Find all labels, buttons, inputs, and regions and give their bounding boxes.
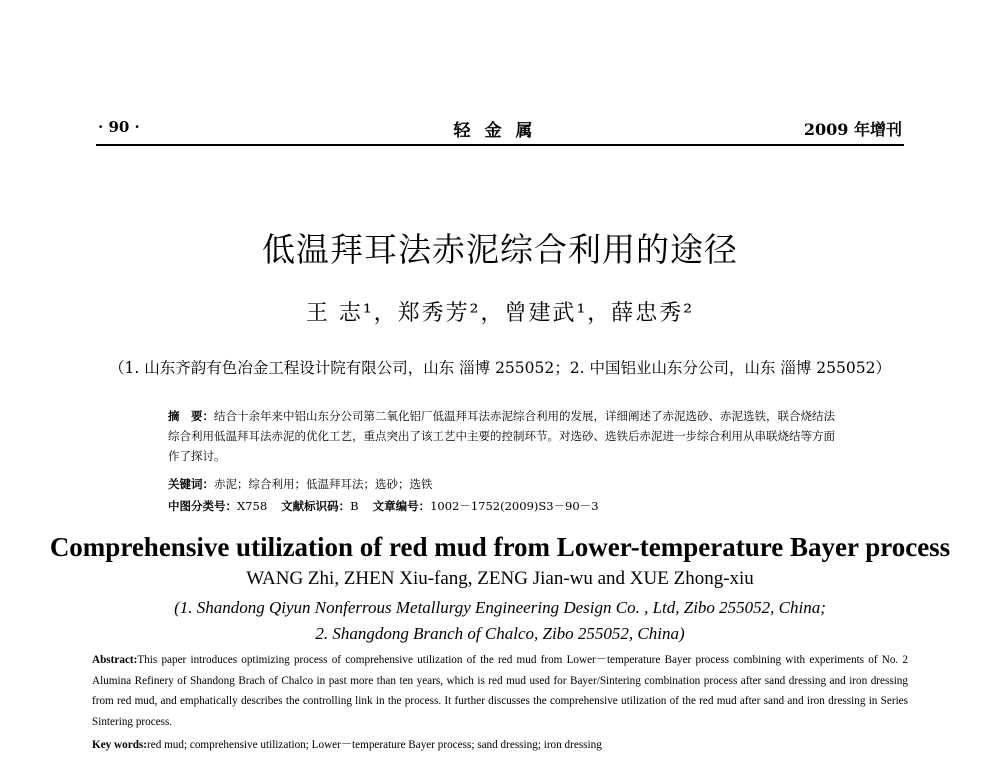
keywords-en-text: red mud; comprehensive utilization; Lower－temperature Bayer process; sand dressing; iron dressing — [147, 739, 602, 751]
title-zh: 低温拜耳法赤泥综合利用的途径 — [262, 230, 738, 269]
doc-code-value: B — [350, 499, 359, 513]
header-rule — [96, 144, 904, 146]
keywords-en-label: Key words: — [92, 739, 147, 751]
keywords-zh-label: 关键词： — [168, 477, 214, 491]
article-no-value: 1002－1752(2009)S3－90－3 — [430, 499, 599, 513]
abstract-zh — [168, 406, 844, 466]
page-number: · 90 · — [98, 118, 140, 136]
keywords-zh — [168, 476, 433, 492]
issue-label: 2009 年增刊 — [803, 120, 902, 139]
doc-code-label: 文献标识码： — [281, 499, 351, 513]
classification-line — [168, 498, 599, 514]
clc-value: X758 — [237, 499, 268, 513]
affiliation-en-1: (1. Shandong Qiyun Nonferrous Metallurgy Engineering Design Co. , Ltd, Zibo 255052, China; — [174, 598, 826, 617]
authors-en: WANG Zhi, ZHEN Xiu-fang, ZENG Jian-wu and XUE Zhong-xiu — [246, 568, 754, 589]
abstract-en — [92, 650, 908, 732]
abstract-zh-label: 摘 要： — [168, 409, 214, 423]
journal-name: 轻金属 — [453, 121, 547, 141]
affiliation-en-2: 2. Shangdong Branch of Chalco, Zibo 255052, China) — [315, 624, 685, 643]
clc-label: 中图分类号： — [168, 499, 237, 513]
title-en: Comprehensive utilization of red mud from Lower-temperature Bayer process — [49, 532, 951, 562]
running-header — [96, 116, 904, 141]
affiliation-zh: （1. 山东齐韵有色冶金工程设计院有限公司，山东 淄博 255052；2. 中国铝业山东分公司，山东 淄博 255052） — [109, 359, 891, 377]
abstract-en-label: Abstract: — [92, 654, 138, 666]
keywords-en — [92, 736, 602, 752]
authors-zh: 王 志¹，郑秀芳²，曾建武¹，薛忠秀² — [305, 301, 695, 326]
article-no-label: 文章编号： — [372, 499, 431, 513]
abstract-zh-text: 结合十余年来中铝山东分公司第二氧化铝厂低温拜耳法赤泥综合利用的发展，详细阐述了赤泥选砂、赤泥选铁，联合烧结法综合利用低温拜耳法赤泥的优化工艺，重点突出了该工艺中主要的控制环节。对选砂、选铁后赤泥进一步综合利用从串联烧结等方面作了探讨。 — [168, 409, 835, 463]
keywords-zh-text: 赤泥；综合利用；低温拜耳法；选砂；选铁 — [214, 477, 433, 491]
abstract-en-text: This paper introduces optimizing process of comprehensive utilization of the red mud from Lower－temperature Bayer process combining with experiments of No. 2 Alumina Refinery of Shandong Brach of Chalco in past more than ten years, which is red mud used for Bayer/Sintering combination process after sand dressing and iron dressing from red mud, and emphatically describes the controlling link in the process. It further discusses the comprehensive utilization of the red mud after sand and iron dressing in Series Sintering process. — [92, 654, 908, 728]
